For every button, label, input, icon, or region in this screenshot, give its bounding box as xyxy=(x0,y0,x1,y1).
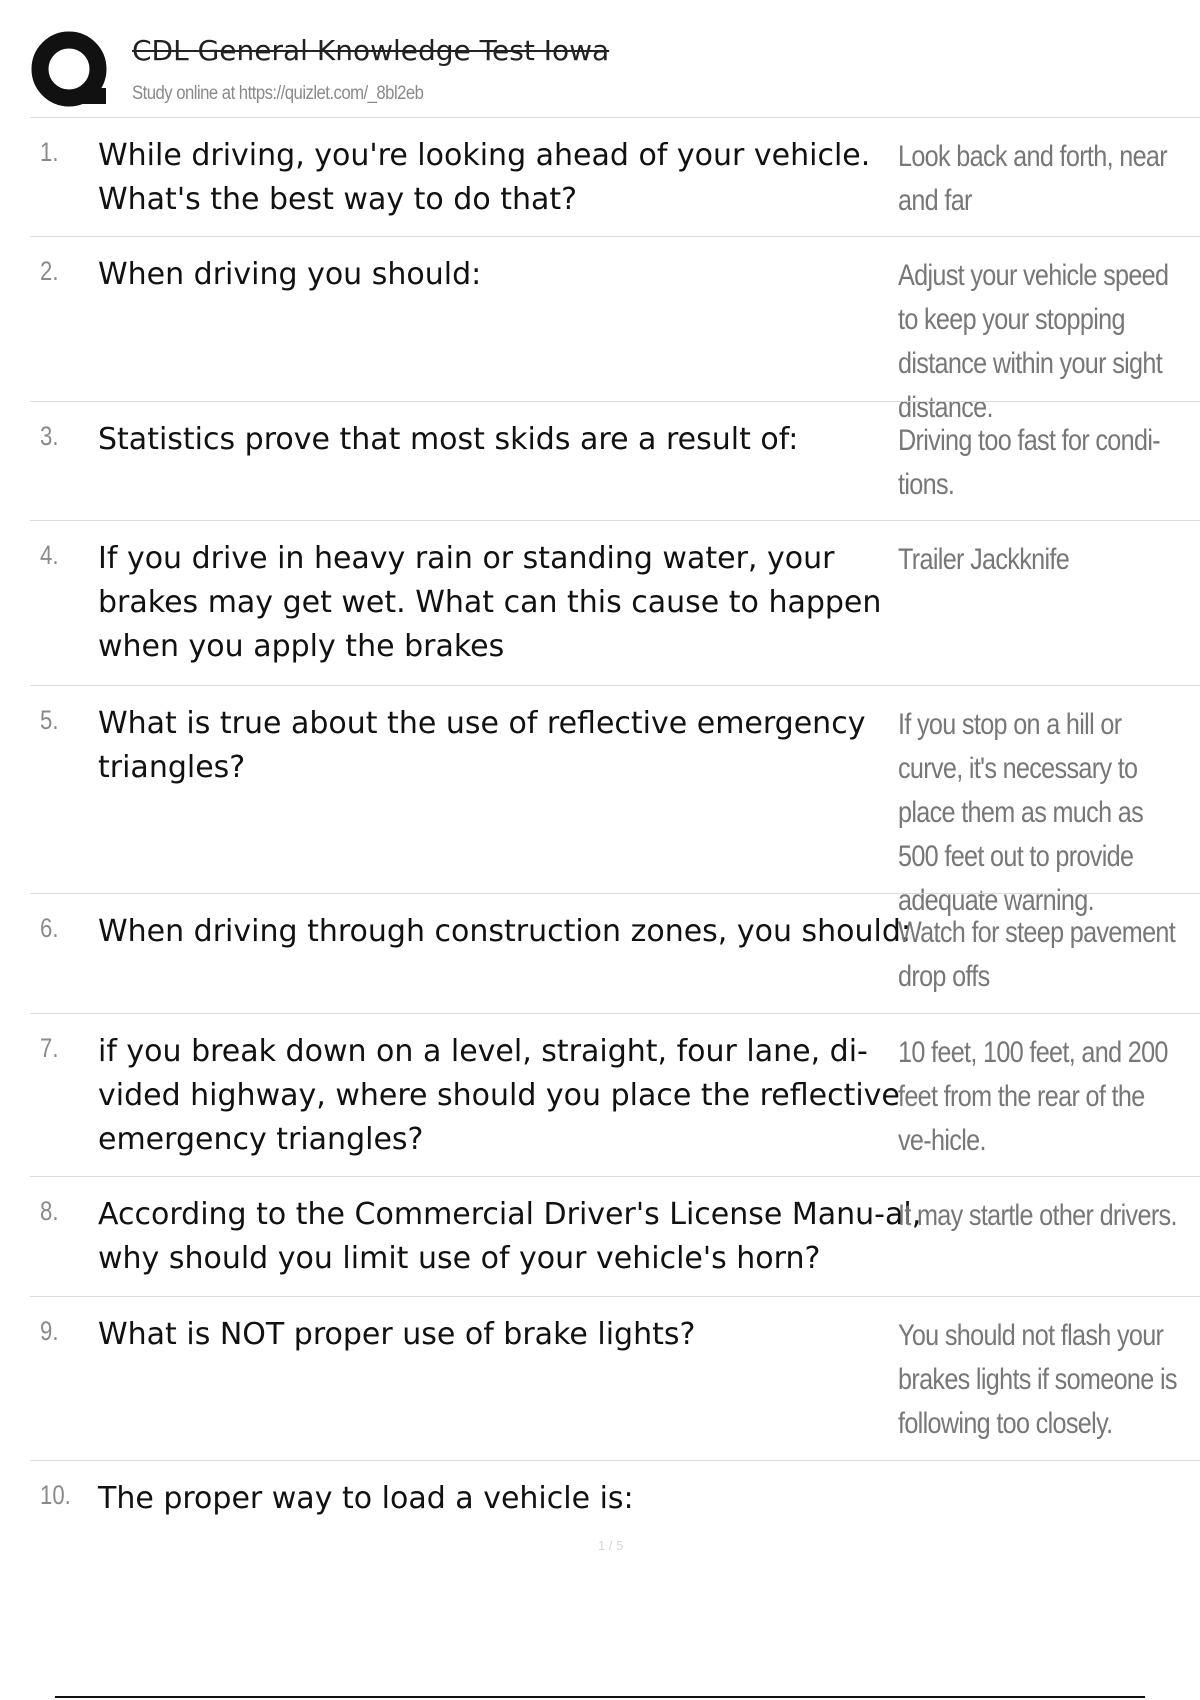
card-question: When driving you should: xyxy=(98,257,482,292)
card-question: if you break down on a level, straight, four lane, di-vided highway, where should you place the reflective emergency triangles? xyxy=(98,1034,900,1157)
card-answer: If you stop on a hill or curve, it's necessary to place them as much as 500 feet out to provide adequate warning. xyxy=(898,708,1144,917)
card-answer: Adjust your vehicle speed to keep your stopping distance within your sight distance. xyxy=(898,259,1169,424)
card-question: While driving, you're looking ahead of your vehicle. What's the best way to do that? xyxy=(98,138,871,217)
card-answer: It may startle other drivers. xyxy=(898,1199,1177,1232)
card-number: 6. xyxy=(40,913,59,943)
card-answer: Trailer Jackknife xyxy=(898,543,1070,576)
card-answer: Driving too fast for condi-tions. xyxy=(898,424,1160,501)
card-answer: Watch for steep pavement drop offs xyxy=(898,916,1176,993)
card-question: What is NOT proper use of brake lights? xyxy=(98,1317,696,1352)
quizlet-logo-icon xyxy=(30,30,112,112)
list-item xyxy=(30,401,1200,521)
list-item xyxy=(30,1296,1200,1461)
card-answer: You should not flash your brakes lights if someone is following too closely. xyxy=(898,1319,1177,1440)
card-number: 7. xyxy=(40,1033,59,1063)
card-question: The proper way to load a vehicle is: xyxy=(98,1481,634,1516)
list-item xyxy=(30,1176,1200,1297)
card-number: 8. xyxy=(40,1196,59,1226)
card-number: 2. xyxy=(40,256,59,286)
list-item xyxy=(30,893,1200,1014)
card-answer: Look back and forth, near and far xyxy=(898,140,1167,217)
page-number: 1 / 5 xyxy=(598,1538,624,1553)
study-online-link[interactable]: Study online at https://quizlet.com/_8bl2eb xyxy=(132,83,424,104)
document-title: CDL General Knowledge Test Iowa xyxy=(132,34,610,67)
card-question: Statistics prove that most skids are a result of: xyxy=(98,422,799,457)
card-question: When driving through construction zones, you should: xyxy=(98,914,912,949)
card-number: 10. xyxy=(40,1480,71,1510)
list-item xyxy=(30,236,1200,424)
card-answer: 10 feet, 100 feet, and 200 feet from the rear of the ve-hicle. xyxy=(898,1036,1168,1157)
card-number: 4. xyxy=(40,540,59,570)
card-number: 3. xyxy=(40,421,59,451)
card-number: 5. xyxy=(40,705,59,735)
list-item xyxy=(30,1013,1200,1177)
footer-divider xyxy=(55,1696,1145,1698)
card-number: 9. xyxy=(40,1316,59,1346)
list-item xyxy=(30,520,1200,686)
card-question: According to the Commercial Driver's License Manu-al, why should you limit use of your vehicle's horn? xyxy=(98,1197,922,1276)
list-item xyxy=(30,685,1200,917)
card-question: What is true about the use of reflective emergency triangles? xyxy=(98,706,866,785)
card-question: If you drive in heavy rain or standing water, your brakes may get wet. What can this cause to happen when you apply the brakes xyxy=(98,541,882,664)
list-item xyxy=(30,117,1200,237)
card-number: 1. xyxy=(40,137,59,167)
